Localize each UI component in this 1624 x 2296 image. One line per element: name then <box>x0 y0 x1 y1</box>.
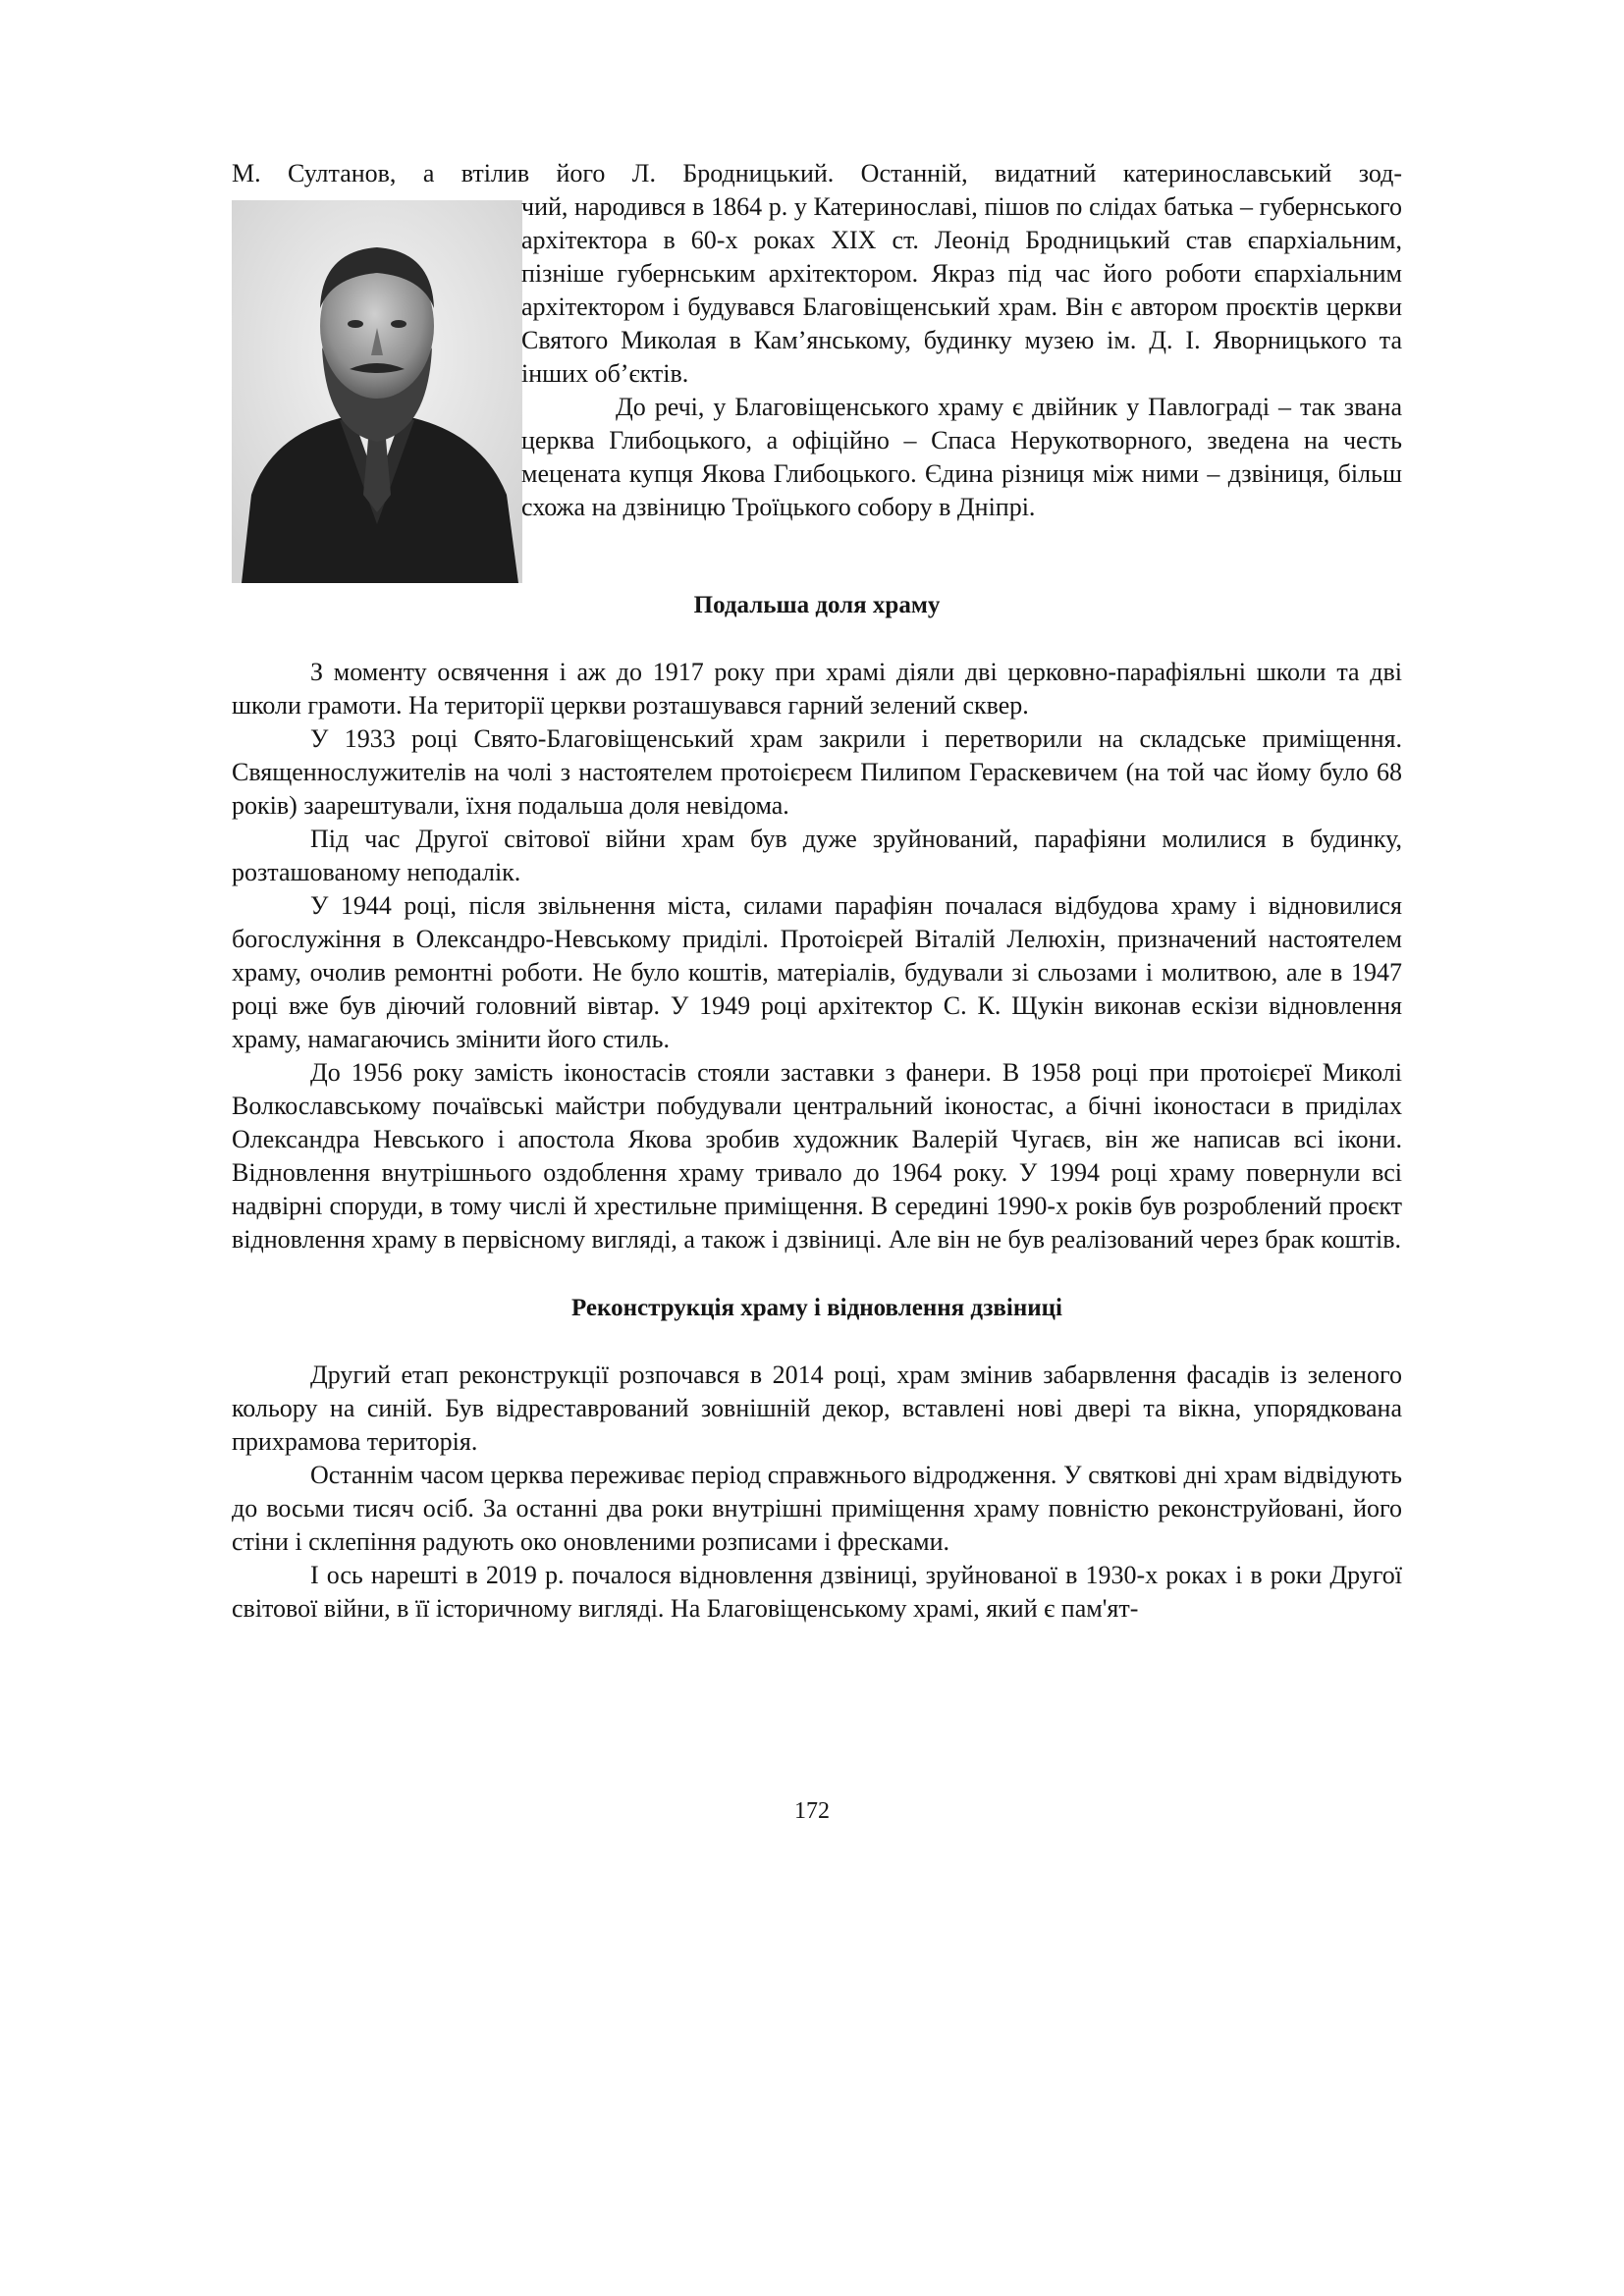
body-paragraph: Другий етап реконструкції розпочався в 2014 році, храм змінив забарвлення фасадів із зеленого кольору на синій. Був відреставрований зовнішній декор, вставлені нові двері та вікна, упорядкована прихрамова територія. <box>232 1361 1402 1456</box>
intro-block <box>232 157 1402 589</box>
body-paragraph: І ось нарешті в 2019 р. почалося відновлення дзвіниці, зруйнованої в 1930-х роках і в роки Другої світової війни, в її історичному вигляді. На Благовіщенському храмі, який є пам'ят- <box>232 1561 1402 1623</box>
section-heading: Реконструкція храму і відновлення дзвіниці <box>570 1295 1063 1321</box>
intro-first-line: М. Султанов, а втілив його Л. Бродницький. Останній, видатний катеринославський зод- <box>232 159 1402 187</box>
body-paragraph: У 1933 році Свято-Благовіщенський храм закрили і перетворили на складське приміщення. Священнослужителів на чолі з настоятелем протоієреєм Пилипом Гераскевичем (на той час йому було 68 років) заарештували, їхня подальша доля невідома. <box>232 724 1402 820</box>
section-heading: Подальша доля храму <box>693 592 941 618</box>
page-number: 172 <box>794 1798 830 1824</box>
body-paragraph: Останнім часом церква переживає період справжнього відродження. У святкові дні храм відвідують до восьми тисяч осіб. За останні два роки внутрішні приміщення храму повністю реконструйовані, його стіни і склепіння радують око оновленими розписами і фресками. <box>232 1461 1402 1556</box>
body-paragraph: Під час Другої світової війни храм був дуже зруйнований, парафіяни молилися в будинку, розташованому неподалік. <box>232 825 1402 886</box>
intro-paragraph: чий, народився в 1864 р. у Катеринославі, пішов по слідах батька – губернського архітектора в 60-х роках XIX ст. Леонід Бродницький став єпархіальним, пізніше губернським архітектором. Якраз під час його роботи єпархіальним архітектором і будувався Благовіщенський храм. Він є автором проєктів церкви Святого Миколая в Кам’янському, будинку музею ім. Д. І. Яворницького та інших об’єктів. <box>521 192 1402 388</box>
page-body <box>232 157 1402 1626</box>
body-paragraph: У 1944 році, після звільнення міста, силами парафіян почалася відбудова храму і відновилися богослужіння в Олександро-Невському приділі. Протоієрей Віталій Лелюхін, призначений настоятелем храму, очолив ремонтні роботи. Не було коштів, матеріалів, будували зі сльозами і молитвою, але в 1947 році вже був діючий головний вівтар. У 1949 році архітектор С. К. Щукін виконав ескізи відновлення храму, намагаючись змінити його стиль. <box>232 891 1402 1053</box>
intro-side-text <box>521 190 1402 524</box>
body-paragraph: З моменту освячення і аж до 1917 року при храмі діяли дві церковно-парафіяльні школи та дві школи грамоти. На території церкви розташувався гарний зелений сквер. <box>232 658 1402 720</box>
intro-paragraph: До речі, у Благовіщенського храму є двійник у Павлограді – так звана церква Глибоцького, а офіційно – Спаса Нерукотворного, зведена на честь мецената купця Якова Глибоцького. Єдина різниця між ними – дзвіниця, більш схожа на дзвіницю Троїцького собору в Дніпрі. <box>521 393 1402 521</box>
portrait-photo-icon <box>232 200 522 583</box>
body-paragraph: До 1956 року замість іконостасів стояли заставки з фанери. В 1958 році при протоієреї Миколі Волкославському почаївські майстри побудували центральний іконостас, а бічні іконостаси в приділах Олександра Невського і апостола Якова зробив художник Валерій Чугаєв, він же написав всі ікони. Відновлення внутрішнього оздоблення храму тривало до 1964 року. У 1994 році храму повернули всі надвірні споруди, в тому числі й хрестильне приміщення. В середині 1990-х років був розроблений проєкт відновлення храму в первісному вигляді, а також і дзвіниці. Але він не був реалізований через брак коштів. <box>232 1058 1402 1254</box>
